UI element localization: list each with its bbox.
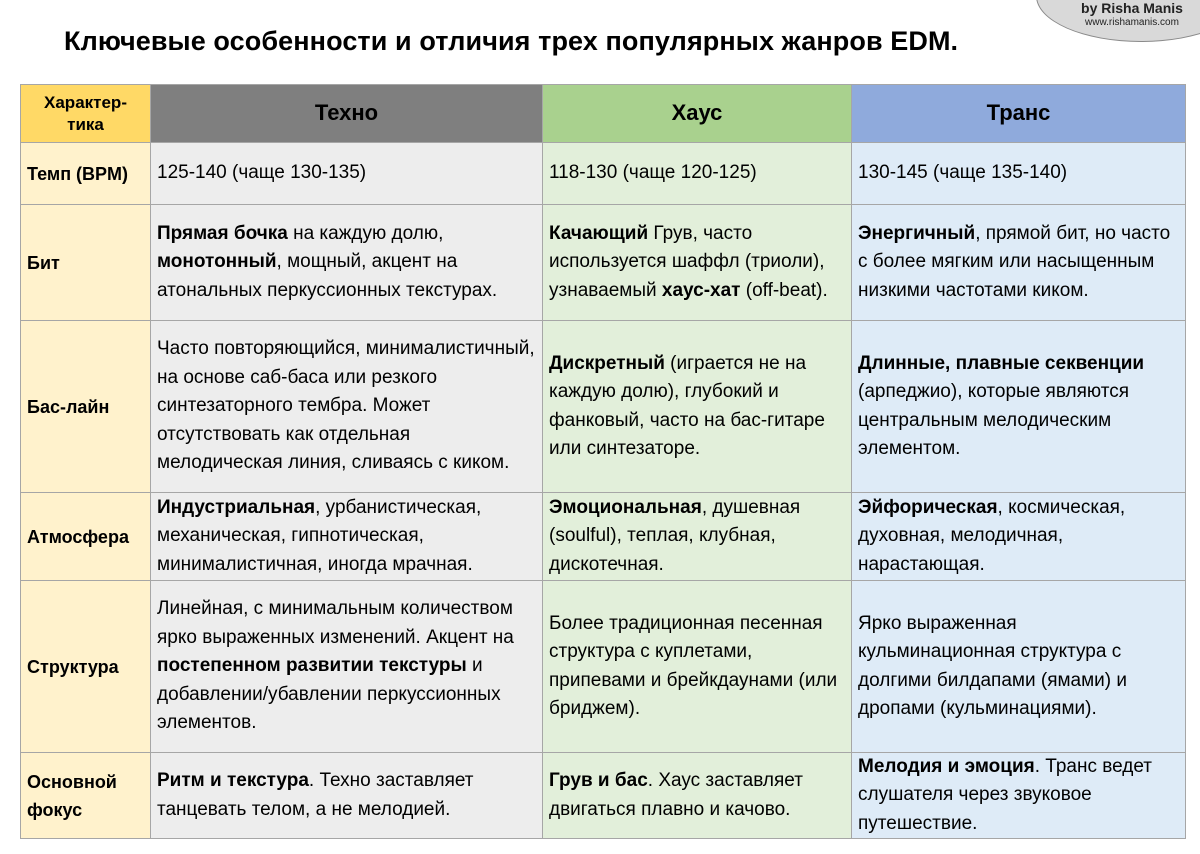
header-characteristic-line1: Характер- bbox=[44, 92, 127, 112]
row-label-bassline: Бас-лайн bbox=[21, 321, 151, 493]
row-label-focus: Основной фокус bbox=[21, 753, 151, 839]
row-label-beat: Бит bbox=[21, 205, 151, 321]
row-tempo bbox=[21, 143, 1186, 205]
badge-site: www.rishamanis.com bbox=[1085, 17, 1179, 28]
cell-beat-trance-text1: , прямой бит, но часто с более мягким или насыщенным низкими частотами киком. bbox=[858, 222, 1171, 301]
cell-beat-techno-text1: на каждую долю, bbox=[287, 222, 444, 244]
cell-tempo-house: 118-130 (чаще 120-125) bbox=[543, 143, 852, 205]
cell-atmosphere-trance-bold1: Эйфорическая bbox=[858, 496, 998, 518]
header-house: Хаус bbox=[543, 85, 852, 143]
cell-beat-house-bold2: хаус-хат bbox=[661, 279, 741, 301]
cell-atmosphere-trance bbox=[852, 493, 1186, 581]
header-trance: Транс bbox=[852, 85, 1186, 143]
cell-bassline-house bbox=[543, 321, 852, 493]
cell-beat-house-text2: (off-beat). bbox=[740, 279, 828, 301]
cell-focus-techno-bold1: Ритм и текстура bbox=[157, 770, 309, 792]
cell-beat-techno-bold2: монотонный bbox=[157, 251, 277, 273]
cell-bassline-house-text1: (играется не на каждую долю), глубокий и фанковый, часто на бас-гитаре или синтезаторе. bbox=[549, 352, 825, 459]
row-bassline bbox=[21, 321, 1186, 493]
cell-beat-techno-text2: , мощный, акцент на атональных перкуссионных текстурах. bbox=[157, 251, 498, 301]
cell-bassline-trance bbox=[852, 321, 1186, 493]
cell-focus-house bbox=[543, 753, 852, 839]
row-label-structure: Структура bbox=[21, 581, 151, 753]
cell-bassline-techno: Часто повторяющийся, минималистичный, на основе саб-баса или резкого синтезаторного тембра. Может отсутствовать как отдельная мелодическая линия, сливаясь с киком. bbox=[151, 321, 543, 493]
row-beat bbox=[21, 205, 1186, 321]
cell-focus-techno bbox=[151, 753, 543, 839]
cell-structure-techno-text0: Линейная, с минимальным количеством ярко выраженных изменений. Акцент на bbox=[157, 598, 514, 648]
cell-structure-trance: Ярко выраженная кульминационная структура с долгими билдапами (ямами) и дропами (кульминациями). bbox=[852, 581, 1186, 753]
cell-atmosphere-house bbox=[543, 493, 852, 581]
cell-bassline-trance-bold1: Длинные, плавные секвенции bbox=[858, 352, 1145, 374]
cell-beat-house bbox=[543, 205, 852, 321]
row-label-tempo: Темп (BPM) bbox=[21, 143, 151, 205]
cell-beat-techno bbox=[151, 205, 543, 321]
cell-bassline-house-bold1: Дискретный bbox=[549, 352, 665, 374]
cell-focus-techno-text1: . Техно заставляет танцевать телом, а не мелодией. bbox=[157, 770, 474, 820]
row-label-atmosphere: Атмосфера bbox=[21, 493, 151, 581]
header-row bbox=[21, 85, 1186, 143]
cell-tempo-techno: 125-140 (чаще 130-135) bbox=[151, 143, 543, 205]
author-badge-text bbox=[1064, 0, 1200, 29]
badge-author: by Risha Manis bbox=[1081, 0, 1183, 16]
cell-atmosphere-house-bold1: Эмоциональная bbox=[549, 496, 702, 518]
row-atmosphere bbox=[21, 493, 1186, 581]
cell-focus-trance-bold1: Мелодия и эмоция bbox=[858, 756, 1035, 777]
cell-atmosphere-trance-text1: , космическая, духовная, мелодичная, нарастающая. bbox=[858, 496, 1126, 575]
row-focus bbox=[21, 753, 1186, 839]
page-title: Ключевые особенности и отличия трех популярных жанров EDM. bbox=[64, 26, 959, 56]
cell-atmosphere-house-text1: , душевная (soulful), теплая, клубная, дискотечная. bbox=[549, 496, 801, 575]
header-techno: Техно bbox=[151, 85, 543, 143]
cell-focus-trance bbox=[852, 753, 1186, 839]
cell-bassline-trance-text1: (арпеджио), которые являются центральным мелодическим элементом. bbox=[858, 381, 1129, 459]
header-characteristic-line2: тика bbox=[67, 114, 104, 134]
cell-structure-techno-text1: и добавлении/убавлении перкуссионных элементов. bbox=[157, 655, 501, 734]
cell-beat-trance bbox=[852, 205, 1186, 321]
cell-beat-techno-bold1: Прямая бочка bbox=[157, 222, 288, 244]
cell-beat-trance-bold1: Энергичный bbox=[858, 222, 976, 244]
cell-tempo-trance: 130-145 (чаще 135-140) bbox=[852, 143, 1186, 205]
cell-structure-house: Более традиционная песенная структура с куплетами, припевами и брейкдаунами (или бриджем). bbox=[543, 581, 852, 753]
cell-focus-house-bold1: Грув и бас bbox=[549, 770, 648, 792]
row-structure bbox=[21, 581, 1186, 753]
cell-atmosphere-techno-text1: , урбанистическая, механическая, гипнотическая, минималистичная, иногда мрачная. bbox=[157, 496, 482, 575]
cell-beat-house-text1: Грув, часто используется шаффл (триоли), узнаваемый bbox=[549, 222, 825, 301]
header-characteristic bbox=[21, 85, 151, 143]
cell-focus-trance-text1: . Транс ведет слушателя через звуковое путешествие. bbox=[858, 756, 1152, 834]
cell-beat-house-bold1: Качающий bbox=[549, 222, 649, 244]
cell-structure-techno-bold1: постепенном развитии текстуры bbox=[157, 655, 467, 677]
genre-comparison-table bbox=[20, 84, 1186, 839]
cell-atmosphere-techno-bold1: Индустриальная bbox=[157, 496, 316, 518]
cell-structure-techno bbox=[151, 581, 543, 753]
cell-atmosphere-techno bbox=[151, 493, 543, 581]
cell-focus-house-text1: . Хаус заставляет двигаться плавно и качово. bbox=[549, 770, 803, 820]
